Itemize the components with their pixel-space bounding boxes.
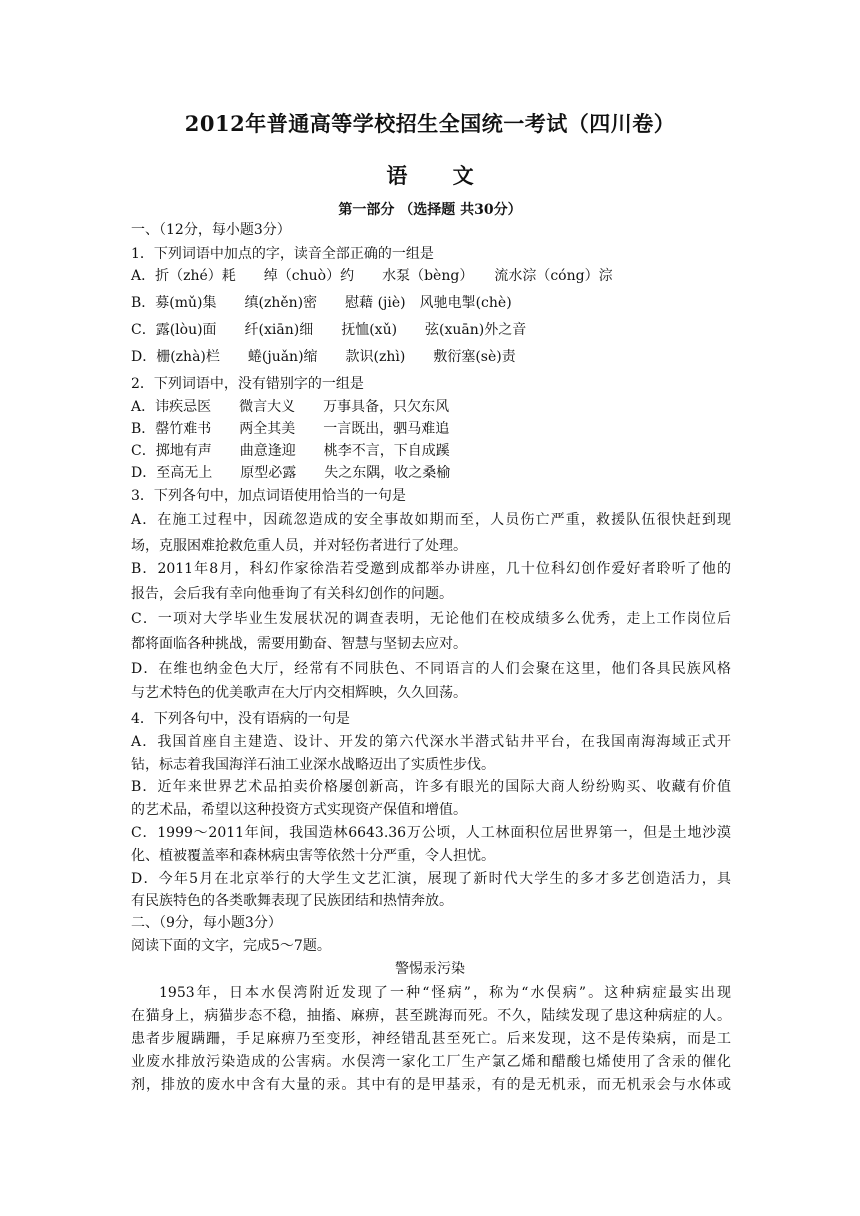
question-text-line: 有民族特色的各类歌舞表现了民族团结和热情奔放。 — [131, 893, 453, 909]
passage-line: 业废水排放污染造成的公害病。水俣湾一家化工厂生产氯乙烯和醋酸乜烯使用了含汞的催化 — [131, 1054, 731, 1070]
page-title: 2012年普通高等学校招生全国统一考试（四川卷） — [184, 111, 676, 136]
question-text-line: 与艺术特色的优美歌声在大厅内交相辉映，久久回荡。 — [131, 685, 467, 701]
question-stem: 4．下列各句中，没有语病的一句是 — [131, 711, 350, 727]
question-text-line: 的艺术品，希望以这种投资方式实现资产保值和增值。 — [131, 802, 467, 818]
part-heading: 第一部分 （选择题 共30分） — [338, 202, 522, 218]
passage-line: 患者步履蹒跚，手足麻痹乃至变形，神经错乱甚至死亡。后来发现，这不是传染病，而是工 — [131, 1031, 731, 1047]
question-stem: 2．下列词语中，没有错别字的一组是 — [131, 376, 364, 392]
option-line: A．讳疾忌医 微言大义 万事具备，只欠东风 — [131, 399, 450, 415]
reading-instruction: 阅读下面的文字，完成5～7题。 — [131, 938, 331, 954]
passage-line: 在猫身上，病猫步态不稳，抽搐、麻痹，甚至跳海而死。不久，陆续发现了患这种病症的人。 — [131, 1008, 731, 1024]
section-heading: 二、（9分，每小题3分） — [131, 915, 282, 931]
passage-line: 剂，排放的废水中含有大量的汞。其中有的是甲基汞，有的是无机汞，而无机汞会与水体或 — [131, 1077, 731, 1093]
option-line: B．募(mǔ)集 缜(zhěn)密 慰藉 (jiè) 风驰电掣(chè) — [131, 295, 512, 311]
section-heading: 一、（12分，每小题3分） — [131, 222, 291, 238]
question-text-line: 报告，会后我有幸向他垂询了有关科幻创作的问题。 — [131, 586, 453, 602]
subject-title: 语 文 — [386, 163, 474, 188]
question-text-line: D．今年5月在北京举行的大学生文艺汇演，展现了新时代大学生的多才多艺创造活力，具 — [131, 871, 731, 887]
option-line: C．掷地有声 曲意逢迎 桃李不言，下自成蹊 — [131, 443, 450, 459]
question-text-line: 化、植被覆盖率和森林病虫害等依然十分严重，令人担忧。 — [131, 848, 495, 864]
passage-line: 1953年，日本水俣湾附近发现了一种“怪病”，称为“水俣病”。这种病症最实出现 — [159, 985, 731, 1001]
question-text-line: A．我国首座自主建造、设计、开发的第六代深水半潜式钻井平台，在我国南海海域正式开 — [131, 734, 731, 750]
question-stem: 3．下列各句中，加点词语使用恰当的一句是 — [131, 488, 406, 504]
option-line: D．至高无上 原型必露 失之东隅，收之桑榆 — [131, 465, 451, 481]
option-line: D．栅(zhà)栏 蜷(juǎn)缩 款识(zhì) 敷衍塞(sè)责 — [131, 349, 516, 365]
question-text-line: 场，克服困难抢救危重人员，并对轻伤者进行了处理。 — [131, 538, 467, 554]
question-stem: 1．下列词语中加点的字，读音全部正确的一组是 — [131, 246, 434, 262]
passage-title: 警惕汞污染 — [395, 961, 465, 977]
question-text-line: C．一项对大学毕业生发展状况的调查表明，无论他们在校成绩多么优秀，走上工作岗位后 — [131, 611, 731, 627]
question-text-line: 都将面临各种挑战，需要用勤奋、智慧与坚韧去应对。 — [131, 636, 467, 652]
option-line: A．折（zhé）耗 绰（chuò）约 水泵（bèng） 流水淙（cóng）淙 — [131, 268, 613, 284]
question-text-line: B．2011年8月，科幻作家徐浩若受邀到成都举办讲座，几十位科幻创作爱好者聆听了他的 — [131, 561, 731, 577]
question-text-line: A．在施工过程中，因疏忽造成的安全事故如期而至，人员伤亡严重，救援队伍很快赶到现 — [131, 512, 731, 528]
option-line: C．露(lòu)面 纤(xiān)细 抚恤(xǔ) 弦(xuān)外之音 — [131, 322, 527, 338]
option-line: B．罄竹难书 两全其美 一言既出，驷马难追 — [131, 421, 450, 437]
question-text-line: C．1999～2011年间，我国造林6643.36万公顷，人工林面积位居世界第一，但是土地沙漠 — [131, 825, 731, 841]
question-text-line: B．近年来世界艺术品拍卖价格屡创新高，许多有眼光的国际大商人纷纷购买、收藏有价值 — [131, 779, 731, 795]
question-text-line: D．在维也纳金色大厅，经常有不同肤色、不同语言的人们会聚在这里，他们各具民族风格 — [131, 661, 731, 677]
question-text-line: 钻，标志着我国海洋石油工业深水战略迈出了实质性步伐。 — [131, 757, 495, 773]
